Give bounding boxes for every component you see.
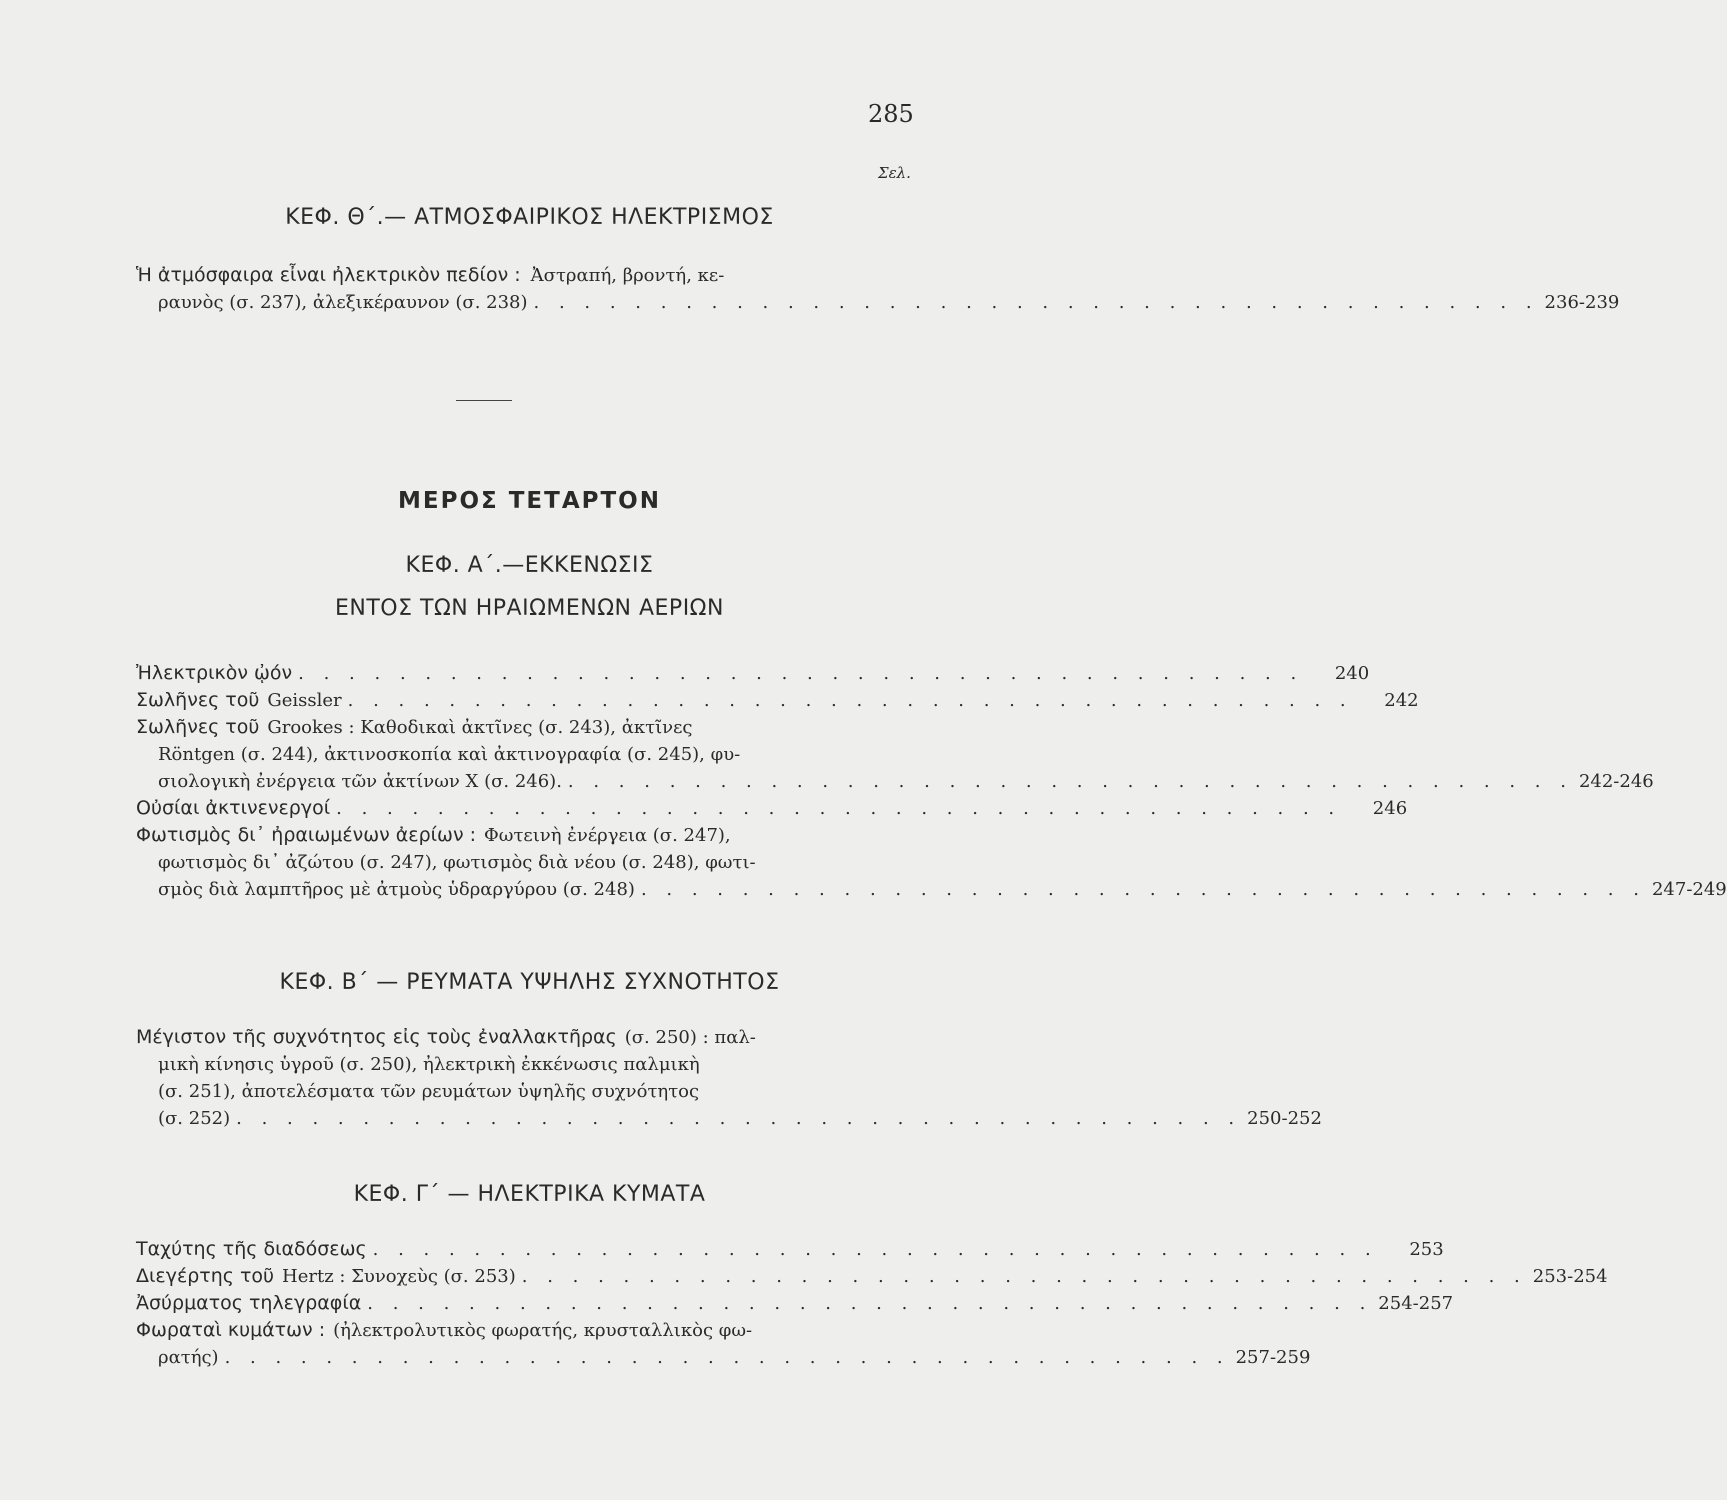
entry-text: (ἠλεκτρολυτικὸς φωρατής, κρυσταλλικὸς φω-: [333, 1320, 753, 1341]
dot-leader: . . . . . . . . . . . . . . . . . . . . . . . . . . . . . . . . . . . . . . . .: [567, 771, 1573, 792]
dot-leader: . . . . . . . . . . . . . . . . . . . . . . . . . . . . . . . . . . . . . . . .: [372, 1239, 1378, 1260]
dot-leader: . . . . . . . . . . . . . . . . . . . . . . . . . . . . . . . . . . . . . . . .: [367, 1293, 1373, 1314]
entry-pages: 242: [1384, 690, 1419, 711]
toc-entry-radioactive: [136, 795, 1408, 822]
entry-text: (σ. 252): [158, 1108, 231, 1129]
entry-pages: 247-249: [1651, 879, 1727, 900]
entry-pages: 253-254: [1532, 1266, 1608, 1287]
pages-column-label: Σελ.: [878, 164, 911, 182]
entry-text: Röntgen (σ. 244), ἀκτινοσκοπία καὶ ἀκτινογραφία (σ. 245), φυ-: [158, 744, 741, 765]
dot-leader: . . . . . . . . . . . . . . . . . . . . . . . . . . . . . . . . . . . . . . . .: [224, 1347, 1230, 1368]
entry-text: Ἀστραπή, βροντή, κε-: [530, 265, 725, 286]
chapter-alpha-entries: [136, 660, 1727, 903]
entry-text: Grookes : Καθοδικαὶ ἀκτῖνες (σ. 243), ἀκτῖνες: [267, 717, 693, 738]
toc-entry-lighting: [136, 822, 916, 849]
entry-text: σιολογικὴ ἐνέργεια τῶν ἀκτίνων Χ (σ. 246).: [158, 771, 562, 792]
entry-pages: 253: [1409, 1239, 1444, 1260]
entry-text: Hertz : Συνοχεὺς (σ. 253): [282, 1266, 516, 1287]
toc-entry-frequency: [136, 1024, 1322, 1132]
entry-lead: Σωλῆνες τοῦ: [136, 716, 260, 738]
dot-leader: . . . . . . . . . . . . . . . . . . . . . . . . . . . . . . . . . . . . . . . .: [298, 663, 1304, 684]
entry-text: σμὸς διὰ λαμπτῆρος μὲ ἀτμοὺς ὑδραργύρου (σ. 248): [158, 879, 635, 900]
chapter-gamma-entries: [136, 1236, 1608, 1371]
entry-pages: 242-246: [1578, 771, 1654, 792]
entry-lead: Οὐσίαι ἀκτινενεργοί: [136, 797, 331, 819]
toc-entry: [136, 1290, 1454, 1317]
dot-leader: . . . . . . . . . . . . . . . . . . . . . . . . . . . . . . . . . . . . . . . .: [533, 292, 1539, 313]
entry-lead: Διεγέρτης τοῦ: [136, 1265, 275, 1287]
dot-leader: . . . . . . . . . . . . . . . . . . . . . . . . . . . . . . . . . . . . . . . .: [336, 798, 1342, 819]
entry-pages: 257-259: [1235, 1347, 1311, 1368]
entry-lead: Ἠλεκτρικὸν ᾠόν: [136, 662, 293, 684]
toc-entry: [136, 687, 1419, 714]
entry-pages: 236-239: [1544, 292, 1620, 313]
entry-text: μικὴ κίνησις ὑγροῦ (σ. 250), ἠλεκτρικὴ ἐκκένωσις παλμικὴ: [158, 1054, 700, 1075]
entry-lead: Σωλῆνες τοῦ: [136, 689, 260, 711]
toc-entry-detectors: [136, 1317, 916, 1344]
entry-lead: Ταχύτης τῆς διαδόσεως: [136, 1238, 367, 1260]
entry-text: Geissler: [267, 690, 342, 711]
entry-text: (σ. 251), ἀποτελέσματα τῶν ρευμάτων ὑψηλῆς συχνότητος: [158, 1081, 700, 1102]
chapter-beta-title: ΚΕΦ. Β΄ — ΡΕΥΜΑΤΑ ΥΨΗΛΗΣ ΣΥΧΝΟΤΗΤΟΣ: [279, 970, 780, 995]
dot-leader: . . . . . . . . . . . . . . . . . . . . . . . . . . . . . . . . . . . . . . . .: [640, 879, 1646, 900]
chapter-theta-title: ΚΕΦ. Θ΄.— ΑΤΜΟΣΦΑΙΡΙΚΟΣ ΗΛΕΚΤΡΙΣΜΟΣ: [285, 205, 774, 230]
chapter-alpha-subtitle: ΕΝΤΟΣ ΤΩΝ ΗΡΑΙΩΜΕΝΩΝ ΑΕΡΙΩΝ: [335, 596, 724, 621]
toc-entry: [136, 1236, 1444, 1263]
entry-lead: Ἀσύρματος τηλεγραφία: [136, 1292, 362, 1314]
toc-entry: [136, 1263, 1608, 1290]
entry-text: ραυνὸς (σ. 237), ἀλεξικέραυνον (σ. 238): [158, 292, 528, 313]
entry-text: ρατής): [158, 1347, 219, 1368]
toc-entry-atmosphere: [136, 262, 1620, 316]
entry-lead: Ἡ ἀτμόσφαιρα εἶναι ἠλεκτρικὸν πεδίον :: [136, 264, 521, 286]
part-four-title: ΜΕΡΟΣ ΤΕΤΑΡΤΟΝ: [398, 488, 661, 514]
chapter-alpha-title: ΚΕΦ. Α΄.—ΕΚΚΕΝΩΣΙΣ: [405, 553, 654, 578]
entry-pages: 254-257: [1378, 1293, 1454, 1314]
entry-pages: 246: [1372, 798, 1408, 819]
entry-text: Φωτεινὴ ἐνέργεια (σ. 247),: [484, 825, 731, 846]
entry-pages: 250-252: [1247, 1108, 1322, 1129]
entry-text: (σ. 250) : παλ-: [624, 1027, 756, 1048]
dot-leader: . . . . . . . . . . . . . . . . . . . . . . . . . . . . . . . . . . . . . . . .: [521, 1266, 1527, 1287]
entry-lead: Φωτισμὸς δι᾽ ἠραιωμένων ἀερίων :: [136, 824, 477, 846]
entry-lead: Μέγιστον τῆς συχνότητος εἰς τοὺς ἐναλλακτῆρας: [136, 1026, 617, 1048]
toc-entry: [136, 660, 1370, 687]
page-number: 285: [868, 100, 914, 128]
toc-entry-crookes: [136, 714, 916, 741]
dot-leader: . . . . . . . . . . . . . . . . . . . . . . . . . . . . . . . . . . . . . . . .: [236, 1108, 1242, 1129]
entry-pages: 240: [1334, 663, 1370, 684]
entry-text: φωτισμὸς δι᾽ ἀζώτου (σ. 247), φωτισμὸς διὰ νέου (σ. 248), φωτι-: [158, 852, 756, 873]
dot-leader: . . . . . . . . . . . . . . . . . . . . . . . . . . . . . . . . . . . . . . . .: [347, 690, 1353, 711]
chapter-gamma-title: ΚΕΦ. Γ΄ — ΗΛΕΚΤΡΙΚΑ ΚΥΜΑΤΑ: [353, 1182, 706, 1207]
entry-lead: Φωραταὶ κυμάτων :: [136, 1319, 326, 1341]
section-divider: [456, 400, 512, 401]
